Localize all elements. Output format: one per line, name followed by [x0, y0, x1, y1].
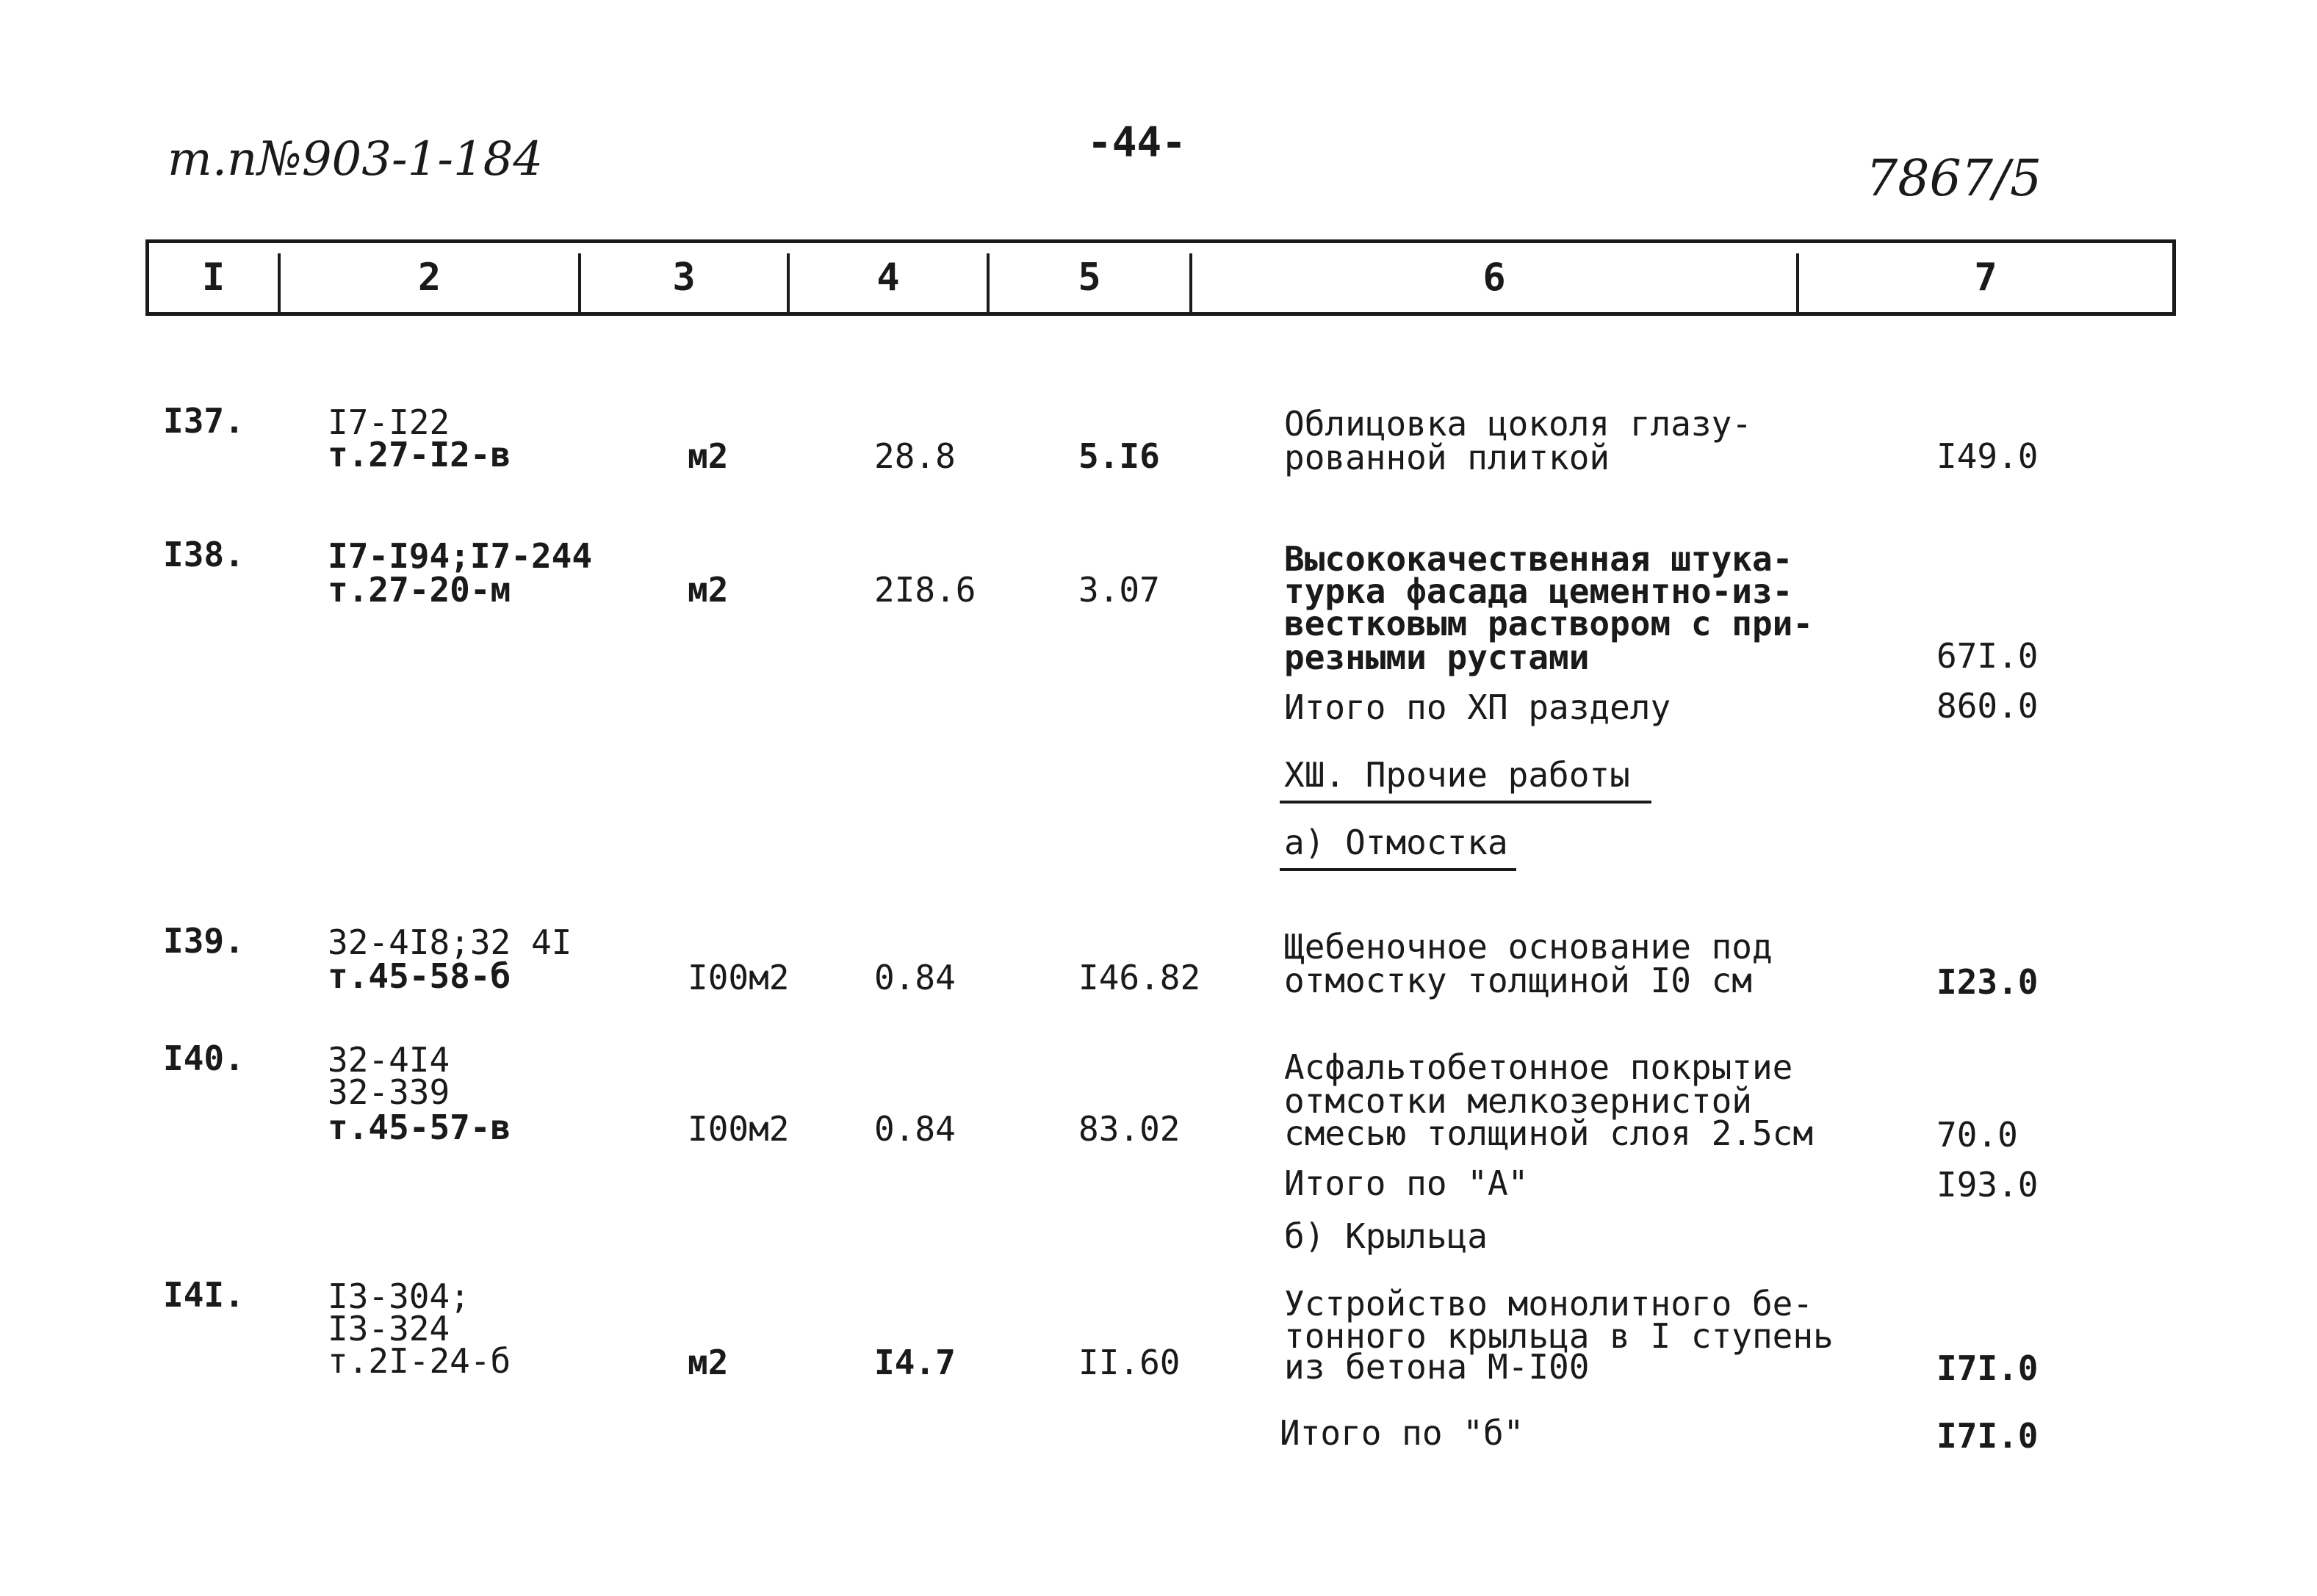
- norm-code: 32-4I4: [328, 1040, 450, 1080]
- column-header: 4: [876, 256, 900, 300]
- unit-price: II.60: [1078, 1343, 1181, 1382]
- unit-price: I46.82: [1078, 958, 1201, 997]
- quantity: 2I8.6: [874, 570, 976, 610]
- norm-code: 32-339: [328, 1072, 450, 1112]
- column-header: 7: [1974, 256, 1997, 300]
- unit-price: 83.02: [1078, 1109, 1181, 1149]
- unit: I00м2: [688, 1109, 790, 1149]
- unit-price: 3.07: [1078, 570, 1160, 610]
- norm-code: I3-324: [328, 1309, 450, 1348]
- row-number: I4I.: [163, 1275, 245, 1315]
- section-heading-underline: [1280, 801, 1651, 804]
- work-description-line: тонного крыльца в I ступень: [1284, 1316, 1834, 1356]
- unit: м2: [688, 570, 729, 610]
- work-description-line: смесью толщиной слоя 2.5см: [1284, 1113, 1814, 1153]
- subtotal-label: Итого по "б": [1280, 1413, 1524, 1453]
- column-header: 3: [672, 256, 696, 300]
- norm-table-ref: т.2I-24-б: [328, 1341, 511, 1381]
- work-description-line: Щебеночное основание под: [1284, 927, 1773, 967]
- work-description-line: Асфальтобетонное покрытие: [1284, 1047, 1793, 1087]
- subtotal-value: 860.0: [1936, 686, 2039, 726]
- project-code: т.п№903-1-184: [167, 132, 544, 187]
- row-number: I38.: [163, 535, 245, 574]
- work-description-line: рованной плиткой: [1284, 438, 1610, 477]
- section-heading: ХШ. Прочие работы: [1284, 755, 1630, 795]
- subsection-heading: а) Отмостка: [1284, 823, 1508, 862]
- work-description-line: из бетона М-I00: [1284, 1347, 1590, 1387]
- subtotal-label: Итого по "А": [1284, 1163, 1529, 1203]
- work-description-line: Устройство монолитного бе-: [1284, 1284, 1814, 1324]
- row-number: I40.: [163, 1039, 245, 1078]
- line-total: I23.0: [1936, 962, 2039, 1002]
- unit: м2: [688, 436, 729, 476]
- line-total: 67I.0: [1936, 636, 2039, 676]
- column-header: I: [201, 256, 226, 300]
- work-description-line: турка фасада цементно-из-: [1284, 571, 1793, 611]
- column-header: 2: [417, 256, 442, 300]
- norm-code: I7-I94;I7-244: [328, 536, 593, 576]
- quantity: 0.84: [874, 1109, 956, 1149]
- quantity: 0.84: [874, 958, 956, 997]
- unit-price: 5.I6: [1078, 436, 1160, 476]
- quantity: I4.7: [874, 1343, 956, 1382]
- line-total: I49.0: [1936, 436, 2039, 476]
- quantity: 28.8: [874, 436, 956, 476]
- work-description-line: вестковым раствором с при-: [1284, 604, 1814, 643]
- norm-code: I7-I22: [328, 402, 450, 442]
- work-description-line: Высококачественная штука-: [1284, 539, 1793, 579]
- column-header: 5: [1078, 256, 1101, 300]
- norm-table-ref: т.27-20-м: [328, 570, 511, 610]
- column-header: 6: [1482, 256, 1506, 300]
- subtotal-label: Итого по ХП разделу: [1284, 687, 1671, 727]
- norm-table-ref: т.27-I2-в: [328, 435, 511, 474]
- norm-table-ref: т.45-57-в: [328, 1108, 511, 1147]
- subtotal-value: I7I.0: [1936, 1416, 2039, 1456]
- column-header-row: [145, 239, 2176, 316]
- work-description-line: отмостку толщиной I0 см: [1284, 961, 1752, 1000]
- unit: м2: [688, 1343, 729, 1382]
- row-number: I37.: [163, 401, 245, 441]
- page-number: -44-: [1087, 119, 1186, 167]
- norm-table-ref: т.45-58-б: [328, 956, 511, 996]
- line-total: 70.0: [1936, 1115, 2018, 1155]
- work-description-line: Облицовка цоколя глазу-: [1284, 404, 1752, 444]
- norm-code: 32-4I8;32 4I: [328, 922, 572, 962]
- subsection-heading: б) Крыльца: [1284, 1216, 1488, 1256]
- work-description-line: отмсотки мелкозернистой: [1284, 1081, 1752, 1121]
- line-total: I7I.0: [1936, 1348, 2039, 1388]
- document-number: 7867/5: [1866, 150, 2042, 208]
- norm-code: I3-304;: [328, 1277, 470, 1316]
- unit: I00м2: [688, 958, 790, 997]
- work-description-line: резными рустами: [1284, 638, 1590, 677]
- row-number: I39.: [163, 921, 245, 961]
- subsection-heading-underline: [1280, 868, 1516, 871]
- subtotal-value: I93.0: [1936, 1165, 2039, 1205]
